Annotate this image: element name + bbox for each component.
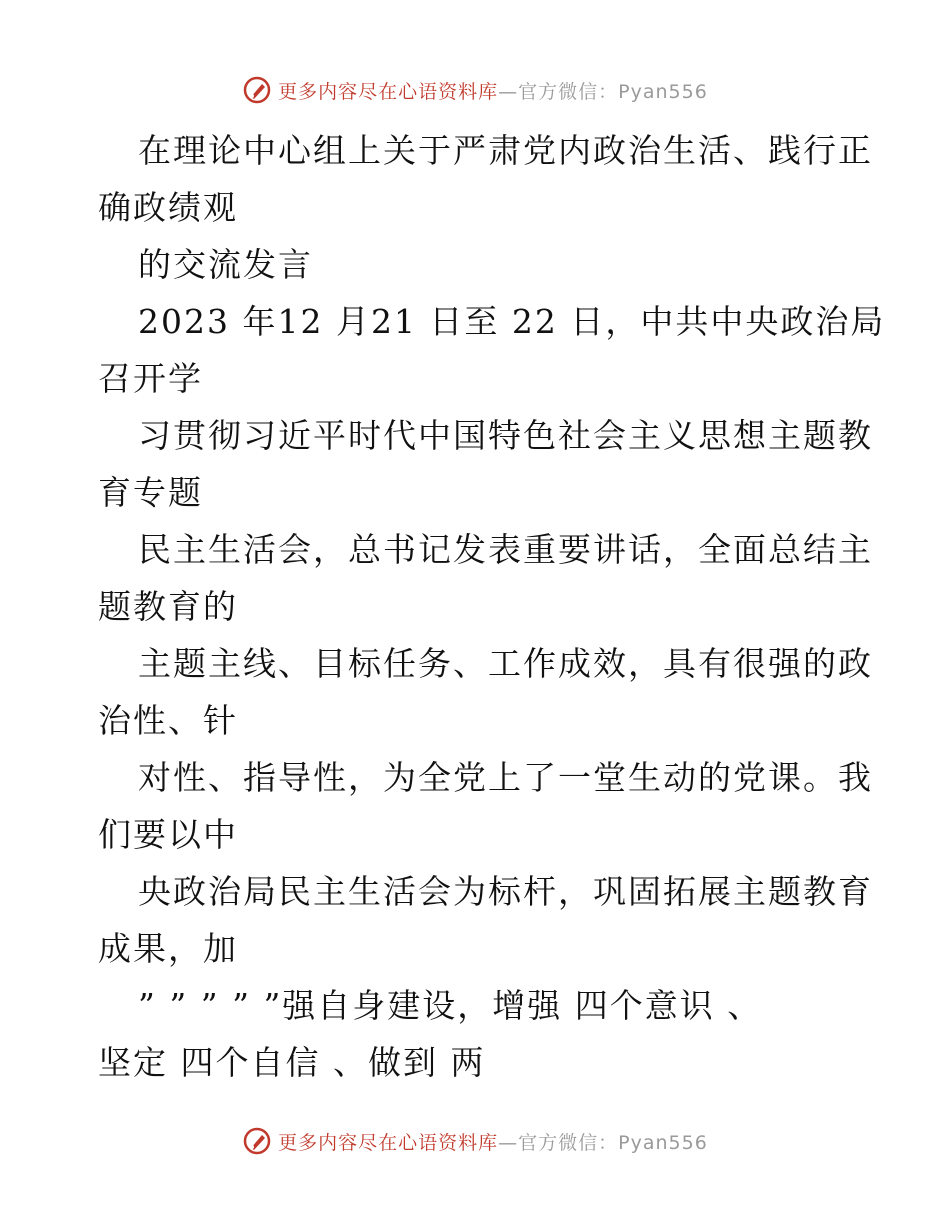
footer-watermark-banner [0,1121,950,1161]
text-line: 治性、针 [98,701,238,740]
header-banner-red: 更多内容尽在心语资料库 [278,80,499,103]
text-line: 坚定 四个自信 、做到 两 [98,1043,486,1082]
text-line: 育专题 [98,473,203,512]
header-watermark-banner [0,70,950,110]
header-banner-text [278,77,708,104]
pen-nib-logo-icon [242,75,272,105]
text-line: 央政治局民主生活会为标杆，巩固拓展主题教育 [138,872,873,911]
document-body [98,122,886,1091]
text-line: 主题主线、目标任务、工作成效，具有很强的政 [138,644,873,683]
text-line: 的交流发言 [138,245,313,284]
text-line: 在理论中心组上关于严肃党内政治生活、践行正 [138,131,873,170]
text-line: ” ” ” ” ”强自身建设，增强 四个意识 、 [138,986,763,1025]
footer-banner-text [278,1128,708,1155]
header-banner-gray: —官方微信：Pyan556 [498,80,708,103]
text-line: 习贯彻习近平时代中国特色社会主义思想主题教 [138,416,873,455]
footer-banner-red: 更多内容尽在心语资料库 [278,1131,499,1154]
text-line: 民主生活会，总书记发表重要讲话，全面总结主 [138,530,873,569]
text-line: 对性、指导性，为全党上了一堂生动的党课。我 [138,758,873,797]
text-line: 题教育的 [98,587,238,626]
text-line: 召开学 [98,359,203,398]
footer-banner-gray: —官方微信：Pyan556 [498,1131,708,1154]
text-line: 2023 年12 月21 日至 22 日，中共中央政治局 [138,302,886,341]
text-line: 确政绩观 [98,188,238,227]
text-line: 成果，加 [98,929,238,968]
text-line: 们要以中 [98,815,238,854]
pen-nib-logo-icon [242,1126,272,1156]
